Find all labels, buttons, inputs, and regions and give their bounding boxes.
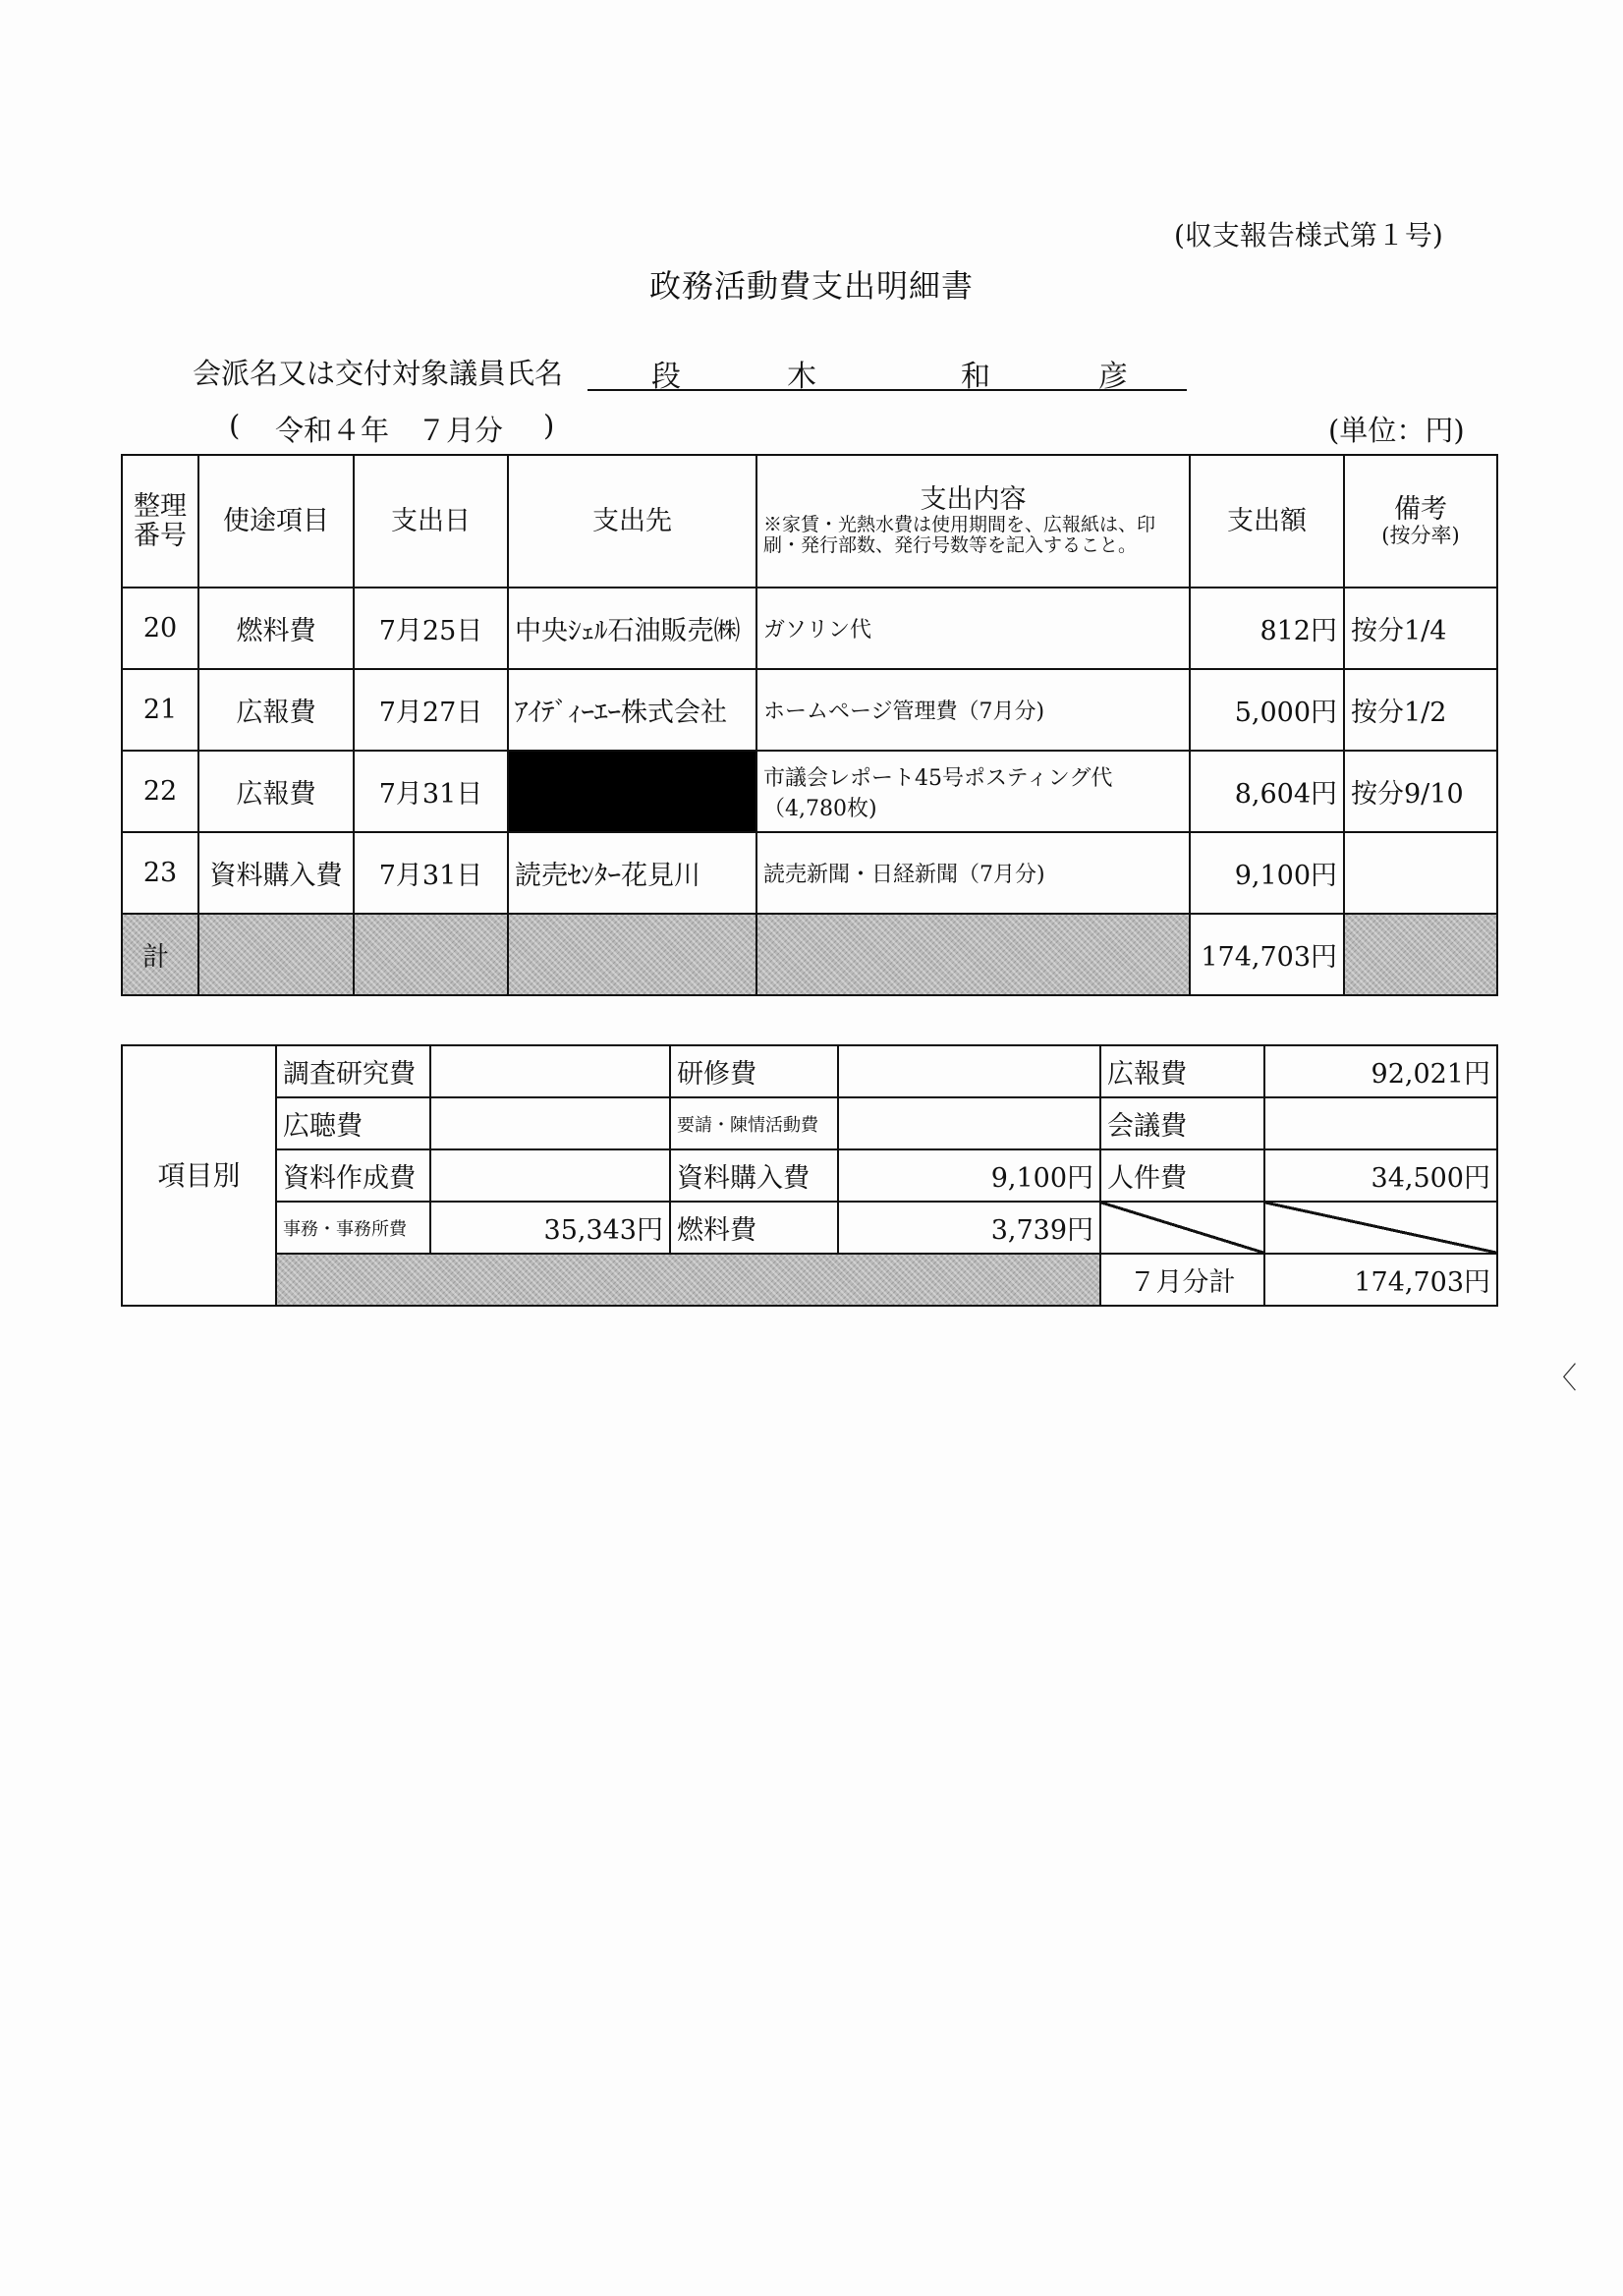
table-row <box>122 588 1497 669</box>
row-payee: 読売ｾﾝﾀｰ花見川 <box>508 832 756 914</box>
row-category: 資料購入費 <box>198 832 354 914</box>
month-total-value: 174,703円 <box>1264 1254 1497 1306</box>
summary-label: 人件費 <box>1100 1149 1264 1202</box>
summary-label: 広報費 <box>1100 1045 1264 1097</box>
header-content-title: 支出内容 <box>920 483 1027 515</box>
summary-label: 要請・陳情活動費 <box>670 1097 838 1149</box>
header-date: 支出日 <box>354 455 508 588</box>
row-no: 22 <box>122 751 198 832</box>
row-no: 21 <box>122 669 198 751</box>
row-payee: ｱｲﾃﾞｨｰｴｰ株式会社 <box>508 669 756 751</box>
document-title: 政務活動費支出明細書 <box>648 267 974 305</box>
shaded-cell <box>354 914 508 995</box>
form-number: (収支報告様式第１号) <box>1174 219 1443 252</box>
period-close: ) <box>543 409 555 442</box>
header-remarks-sub: (按分率) <box>1381 523 1460 547</box>
summary-value <box>838 1097 1100 1149</box>
table-row <box>122 669 1497 751</box>
header-no: 整理番号 <box>122 455 198 588</box>
table-row <box>122 832 1497 914</box>
row-no: 23 <box>122 832 198 914</box>
row-remarks: 按分1/2 <box>1344 669 1497 751</box>
summary-value: 3,739円 <box>838 1202 1100 1254</box>
margin-mark: 〈 <box>1547 1362 1577 1396</box>
row-payee: 中央ｼｪﾙ石油販売㈱ <box>508 588 756 669</box>
table-row <box>122 751 1497 832</box>
diagonal-empty-cell <box>1100 1202 1264 1254</box>
total-row <box>122 914 1497 995</box>
shaded-cell <box>508 914 756 995</box>
row-date: 7月31日 <box>354 751 508 832</box>
summary-label: 資料作成費 <box>276 1149 430 1202</box>
expenditure-table <box>121 454 1498 996</box>
period-text: 令和４年 ７月分 <box>275 414 504 447</box>
table-header-row <box>122 455 1497 588</box>
row-content: 市議会レポート45号ポスティング代（4,780枚) <box>756 751 1190 832</box>
row-remarks: 按分9/10 <box>1344 751 1497 832</box>
summary-value: 92,021円 <box>1264 1045 1497 1097</box>
diagonal-empty-cell <box>1264 1202 1497 1254</box>
row-amount: 8,604円 <box>1190 751 1344 832</box>
summary-label: 会議費 <box>1100 1097 1264 1149</box>
row-date: 7月31日 <box>354 832 508 914</box>
summary-value <box>430 1149 670 1202</box>
member-name-char: 彦 <box>1098 360 1128 394</box>
summary-label: 調査研究費 <box>276 1045 430 1097</box>
row-category: 広報費 <box>198 751 354 832</box>
unit-label: (単位：円) <box>1328 414 1465 447</box>
row-content: 読売新聞・日経新聞（7月分) <box>756 832 1190 914</box>
header-payee: 支出先 <box>508 455 756 588</box>
summary-value <box>430 1097 670 1149</box>
member-name-underline <box>588 389 1187 391</box>
summary-side-label: 項目別 <box>122 1045 276 1306</box>
header-remarks <box>1344 455 1497 588</box>
header-content-note: ※家賃・光熱水費は使用期間を、広報紙は、印刷・発行部数、発行号数等を記入すること。 <box>763 513 1156 557</box>
total-amount: 174,703円 <box>1190 914 1344 995</box>
row-content: ガソリン代 <box>756 588 1190 669</box>
shaded-cell <box>756 914 1190 995</box>
row-amount: 9,100円 <box>1190 832 1344 914</box>
member-name-char: 和 <box>961 360 990 394</box>
row-amount: 812円 <box>1190 588 1344 669</box>
header-amount: 支出額 <box>1190 455 1344 588</box>
row-remarks: 按分1/4 <box>1344 588 1497 669</box>
summary-value: 34,500円 <box>1264 1149 1497 1202</box>
summary-label: 研修費 <box>670 1045 838 1097</box>
row-category: 広報費 <box>198 669 354 751</box>
summary-label: 資料購入費 <box>670 1149 838 1202</box>
shaded-cell <box>276 1254 1100 1306</box>
header-content <box>756 455 1190 588</box>
row-date: 7月27日 <box>354 669 508 751</box>
period-open: ( <box>229 409 241 442</box>
summary-value: 9,100円 <box>838 1149 1100 1202</box>
summary-label: 事務・事務所費 <box>276 1202 430 1254</box>
row-category: 燃料費 <box>198 588 354 669</box>
member-label: 会派名又は交付対象議員氏名 <box>193 357 564 390</box>
summary-label: 広聴費 <box>276 1097 430 1149</box>
total-label: 計 <box>122 914 198 995</box>
row-amount: 5,000円 <box>1190 669 1344 751</box>
member-name-char: 段 <box>651 360 681 394</box>
redacted-payee <box>508 751 756 832</box>
summary-label: 燃料費 <box>670 1202 838 1254</box>
row-date: 7月25日 <box>354 588 508 669</box>
shaded-cell <box>1344 914 1497 995</box>
month-total-label: ７月分計 <box>1100 1254 1264 1306</box>
member-name <box>588 352 1187 394</box>
summary-value <box>838 1045 1100 1097</box>
summary-value <box>430 1045 670 1097</box>
row-no: 20 <box>122 588 198 669</box>
header-remarks-title: 備考 <box>1394 494 1447 526</box>
member-name-char: 木 <box>787 360 816 394</box>
header-category: 使途項目 <box>198 455 354 588</box>
summary-value: 35,343円 <box>430 1202 670 1254</box>
row-content: ホームページ管理費（7月分) <box>756 669 1190 751</box>
category-summary-table <box>121 1044 1498 1307</box>
shaded-cell <box>198 914 354 995</box>
row-remarks <box>1344 832 1497 914</box>
summary-value <box>1264 1097 1497 1149</box>
